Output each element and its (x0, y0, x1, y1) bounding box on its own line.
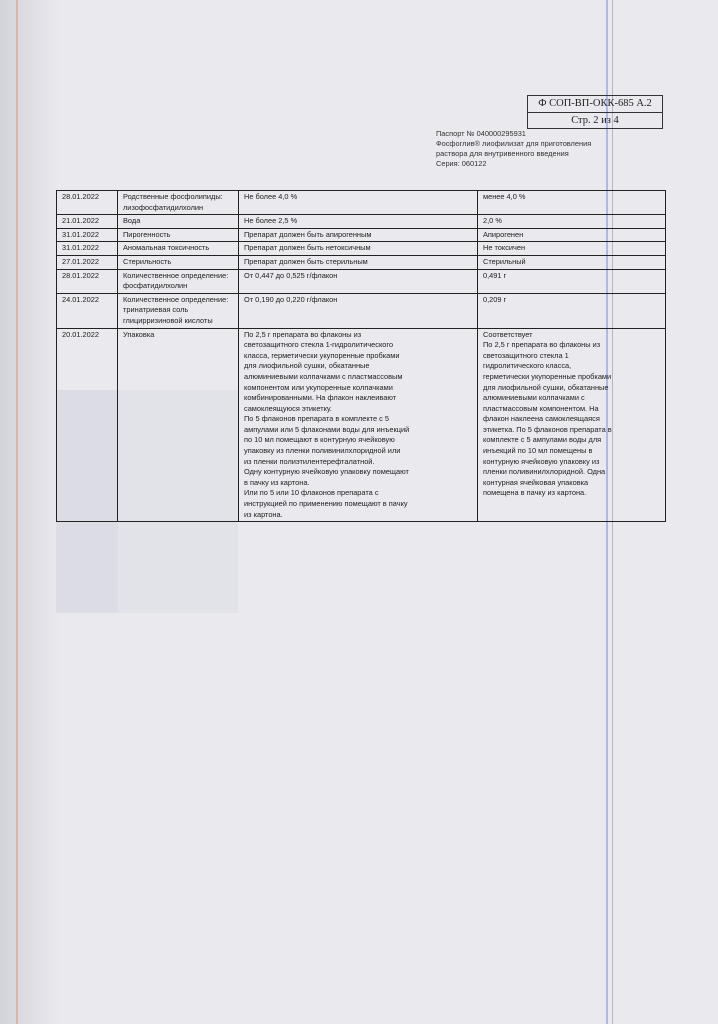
spec-line: По 2,5 г препарата во флаконы из (244, 329, 362, 339)
result-line: пленки поливинилхлоридной. Одна (483, 467, 606, 477)
test-spec: От 0,190 до 0,220 г/флакон (239, 293, 478, 328)
passport-number: Паспорт № 040000295931 (436, 129, 526, 138)
test-result: 0,209 г (478, 293, 666, 328)
test-spec: Препарат должен быть стерильным (239, 255, 478, 269)
test-spec: Не более 4,0 % (239, 191, 478, 215)
product-name: Фосфоглив® лиофилизат для приготовления (436, 139, 592, 148)
result-line: контурная ячейковая упаковка (483, 477, 589, 487)
form-code: Ф СОП-ВП-ОКК-685 А.2 (528, 96, 662, 113)
spec-line: по 10 мл помещают в контурную ячейковую (244, 435, 395, 445)
result-line: этикетка. По 5 флаконов препарата в (483, 424, 612, 434)
table-row (57, 255, 666, 269)
table-row (57, 269, 666, 293)
result-line: контурную ячейковую упаковку из (483, 456, 600, 466)
form-code-box (527, 95, 663, 129)
spec-line: Или по 5 или 10 флаконов препарата с (244, 488, 379, 498)
spec-line: из пленки полиэтилентерефталатной. (244, 456, 375, 466)
result-line: По 2,5 г препарата во флаконы из (483, 340, 601, 350)
result-line: инъекций по 10 мл помещены в (483, 446, 593, 456)
spec-line: Одну контурную ячейковую упаковку помещают (244, 467, 409, 477)
test-date: 28.01.2022 (57, 191, 118, 215)
spec-line: упаковку из пленки поливинилхлоридной или (244, 446, 401, 456)
spec-line: для лиофильной сушки, обкатанные (244, 361, 370, 371)
test-result (478, 328, 666, 522)
test-spec: Не более 2,5 % (239, 215, 478, 229)
table-row (57, 191, 666, 215)
result-line: для лиофильной сушки, обкатанные (483, 382, 609, 392)
test-result: менее 4,0 % (478, 191, 666, 215)
result-line: гидролитического класса, (483, 361, 572, 371)
test-name: Аномальная токсичность (118, 242, 239, 256)
table-row (57, 215, 666, 229)
result-line: помещена в пачку из картона. (483, 488, 587, 498)
batch-number: Серия: 060122 (436, 159, 487, 168)
test-result: Апирогенен (478, 228, 666, 242)
result-line: светозащитного стекла 1 (483, 350, 569, 360)
scan-shadow (0, 0, 60, 1024)
page-number: Стр. 2 из 4 (571, 115, 619, 126)
spec-line: комбинированными. На флакон наклеивают (244, 393, 397, 403)
test-name: Количественное определение: тринатриевая соль глицирризиновой кислоты (118, 293, 239, 328)
result-line: флакон наклеена самоклеящаяся (483, 414, 600, 424)
spec-line: компонентом или укупоренные колпачками (244, 382, 393, 392)
test-spec (239, 328, 478, 522)
test-spec: Препарат должен быть апирогенным (239, 228, 478, 242)
spec-line: из картона. (244, 509, 283, 519)
test-result: 0,491 г (478, 269, 666, 293)
spec-line: инструкцией по применению помещают в пачку (244, 499, 408, 509)
table-row (57, 293, 666, 328)
spec-line: в пачку из картона. (244, 477, 310, 487)
test-date: 20.01.2022 (57, 328, 118, 522)
test-name: Стерильность (118, 255, 239, 269)
test-result: Не токсичен (478, 242, 666, 256)
spec-line: класса, герметически укупоренные пробками (244, 350, 400, 360)
result-line: алюминиевыми колпачками с (483, 393, 585, 403)
test-results-table (56, 190, 666, 522)
test-result: 2,0 % (478, 215, 666, 229)
test-name: Упаковка (118, 328, 239, 522)
test-name: Родственные фосфолипиды: лизофосфатидилхолин (118, 191, 239, 215)
test-result: Стерильный (478, 255, 666, 269)
result-line: Соответствует (483, 329, 533, 339)
test-name: Количественное определение: фосфатидилхолин (118, 269, 239, 293)
test-date: 31.01.2022 (57, 228, 118, 242)
product-form: раствора для внутривенного введения (436, 149, 569, 158)
spec-line: алюминиевыми колпачками с пластмассовым (244, 371, 403, 381)
table-row (57, 228, 666, 242)
test-date: 21.01.2022 (57, 215, 118, 229)
result-line: пластмассовым компонентом. На (483, 403, 599, 413)
table-row (57, 242, 666, 256)
test-name: Пирогенность (118, 228, 239, 242)
spec-line: ампулами или 5 флаконами воды для инъекций (244, 424, 410, 434)
test-date: 27.01.2022 (57, 255, 118, 269)
test-date: 28.01.2022 (57, 269, 118, 293)
test-date: 24.01.2022 (57, 293, 118, 328)
result-line: комплекте с 5 ампулами воды для (483, 435, 602, 445)
test-name: Вода (118, 215, 239, 229)
test-spec: От 0,447 до 0,525 г/флакон (239, 269, 478, 293)
spec-line: самоклеящуюся этикетку. (244, 403, 332, 413)
scan-artifact-line (16, 0, 18, 1024)
table-row (57, 328, 666, 522)
test-spec: Препарат должен быть нетоксичным (239, 242, 478, 256)
spec-line: светозащитного стекла 1-гидролитического (244, 340, 394, 350)
result-line: герметически укупоренные пробками (483, 371, 612, 381)
passport-header (436, 129, 666, 169)
spec-line: По 5 флаконов препарата в комплекте с 5 (244, 414, 389, 424)
test-date: 31.01.2022 (57, 242, 118, 256)
